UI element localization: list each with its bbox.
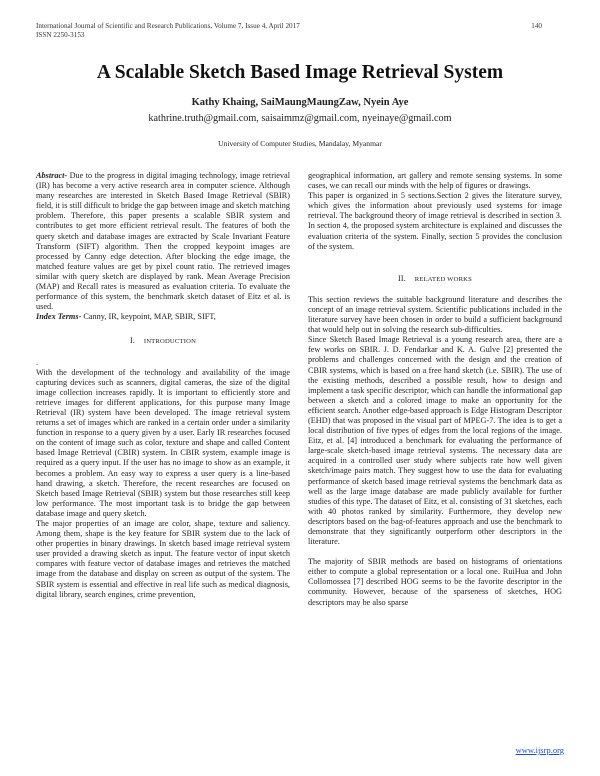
abstract-text: Due to the progress in digital imaging technology, image retrieval (IR) has become a very active research area in computer science. Although many researches are interested in Sketch Based Image Retrieval (SBIR) field, it is still difficult to bridge the gap between image and sketch matching problem. Therefore, this paper presents a scalable SBIR system and contributes to get more efficient retrieval result. The features of both the query sketch and database images are extracted by Scale Invariant Feature Transform (SIFT) algorithm. Then the cropped keypoint images are processed by Canny edge detection. After blocking the edge image, the matched feature values are get by pixel count ratio. The retrieved images similar with query sketch are displayed by rank. Mean Average Precision (MAP) and Recall rates is measured as evaluation criteria. To evaluate the performance of this system, the benchmark sketch dataset of Eitz et al. is used. bbox=[36, 171, 290, 312]
paragraph: With the development of the technology and availability of the image capturing devices such as scanners, digital cameras, the size of the digital image collection increases rapidly. It is important to efficiently store and retrieve images for different applications, for this purpose many Image Retrieval (IR) system have been developed. The image retrieval system returns a set of images which are ranked in a certain order under a similarity function in response to a query given by a user. Early IR researches focused on the content of image such as color, texture and shape and called Content based Image Retrieval (CBIR) system. In CBIR system, example image is required as a query input. If the user has no image to show as an example, it becomes a problem. An easy way to express a user query is a line-based hand drawing, a sketch. Therefore, the recent researches are focused on Sketch based Image Retrieval (SBIR) system but those researches still keep low performance. The most important task is to bridge the gap between database image and query sketch. bbox=[36, 367, 290, 518]
paragraph: The majority of SBIR methods are based on histograms of orientations either to compute a global representation or a local one. RuiHua and John Collomossea [7] described HOG seems to be the favorite descriptor in the community. However, because of the sparseness of sketches, HOG descriptors may be also sparse bbox=[308, 557, 562, 607]
abstract-label: Abstract- bbox=[36, 171, 68, 180]
paragraph: Since Sketch Based Image Retrieval is a young research area, there are a few works on SBIR. J. D. Fendarkar and K. A. Gulve [2] presented the problems and challenges concerned with the design and the creation of CBIR systems, which is based on a free hand sketch (i.e. SBIR). The use of the existing methods, described a possible result, how to design and implement a task specific descriptor, which can handle the informational gap between a sketch and a colored image to make an opportunity for the efficient search. Another edge-based approach is Edge Histogram Descriptor (EHD) that was proposed in the visual part of MPEG-7. The idea is to get a local distribution of five types of edges from the local regions of the image. Eitz, et al. [4] introduced a benchmark for evaluating the performance of large-scale sketch-based image retrieval systems. The necessary data are acquired in a controlled user study where subjects rate how well given sketch/image pairs match. They suggest how to use the data for evaluating performance of sketch based image retrieval systems the benchmark data as well as the large image database are made publicly available for further studies of this type. The dataset of Eitz, et al. consisting of 31 sketches, each with 40 photos ranked by similarity. Furthermore, they develop new descriptors based on the bag-of-features approach and use the benchmark to demonstrate that they significantly outperform other descriptors in the literature. bbox=[308, 335, 562, 547]
section-title: RELATED WORKS bbox=[414, 275, 472, 283]
paragraph: This paper is organized in 5 sections.Section 2 gives the literature survey, which gives the information about previously used systems for image retrieval. The background theory of image retrieval is described in section 3. In section 4, the proposed system architecture is explained and discusses the evaluation criteria of the system. Finally, section 5 provides the conclusion of the system. bbox=[308, 191, 562, 251]
index-terms-text: - Canny, IR, keypoint, MAP, SBIR, SIFT, bbox=[78, 312, 216, 322]
paragraph: The major properties of an image are color, shape, texture and saliency. Among them, shape is the key feature for SBIR system due to the lack of other properties in binary drawings. In sketch based image retrieval system user provided a drawing sketch as input. The feature vector of input sketch compares with feature vector of database images and retrieves the matched image from the database and display on screen as output of the system. The SBIR system is essential and effective in real life such as medical diagnosis, digital library, search engines, crime prevention, bbox=[36, 519, 290, 599]
index-terms bbox=[36, 312, 290, 322]
section-numeral: II. bbox=[398, 273, 406, 283]
abstract bbox=[36, 171, 290, 312]
index-terms-label: Index Terms bbox=[36, 312, 79, 322]
right-column bbox=[308, 171, 562, 608]
paragraph: This section reviews the suitable background literature and describes the concept of an image retrieval system. Scientific publications included in the literature survey have been chosen in order to build a sufficient background that would help out in solving the research sub-difficulties. bbox=[308, 294, 562, 335]
section-heading-introduction bbox=[36, 336, 290, 347]
issn-line: ISSN 2250-3153 bbox=[36, 31, 85, 39]
section-heading-related-works bbox=[308, 274, 562, 285]
intro-dot: . bbox=[36, 357, 39, 367]
running-header bbox=[36, 22, 300, 40]
left-column bbox=[36, 171, 290, 600]
author-emails: kathrine.truth@gmail.com, saisaimmz@gmail.com, nyeinaye@gmail.com bbox=[148, 113, 452, 124]
affiliation: University of Computer Studies, Mandalay, Myanmar bbox=[218, 139, 382, 148]
section-numeral: I. bbox=[129, 336, 136, 346]
author-list: Kathy Khaing, SaiMaungMaungZaw, Nyein Aye bbox=[191, 97, 409, 108]
journal-line: International Journal of Scientific and Research Publications, Volume 7, Issue 4, April 2017 bbox=[36, 22, 300, 30]
paper-title: A Scalable Sketch Based Image Retrieval System bbox=[96, 62, 504, 83]
section-title: INTRODUCTION bbox=[143, 338, 197, 346]
journal-website-link[interactable]: www.ijsrp.org bbox=[515, 745, 564, 755]
paragraph: geographical information, art gallery and remote sensing systems. In some cases, we can recall our minds with the help of figures or drawings. bbox=[308, 171, 562, 191]
page-number: 140 bbox=[531, 22, 542, 30]
